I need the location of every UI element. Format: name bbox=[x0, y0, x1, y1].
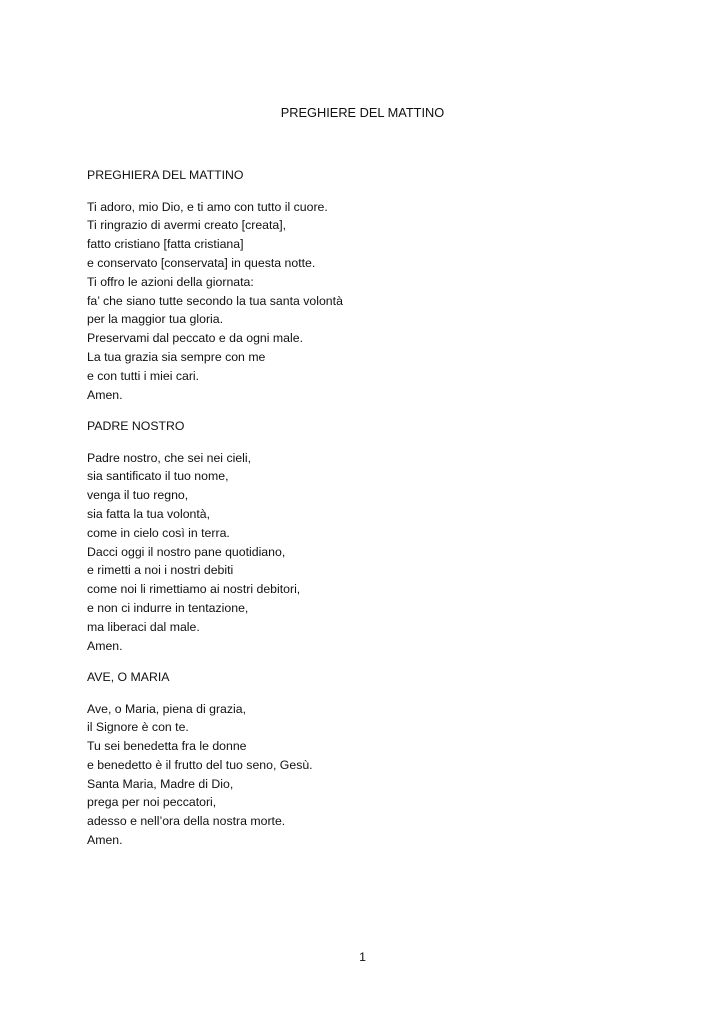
prayer-line: Dacci oggi il nostro pane quotidiano, bbox=[87, 544, 286, 559]
prayer-line: adesso e nell’ora della nostra morte. bbox=[87, 814, 286, 829]
prayer-line: Santa Maria, Madre di Dio, bbox=[87, 776, 234, 791]
document-title: PREGHIERE DEL MATTINO bbox=[280, 105, 445, 120]
prayer-line: e benedetto è il frutto del tuo seno, Gesù. bbox=[87, 757, 313, 772]
prayer-line: Padre nostro, che sei nei cieli, bbox=[87, 450, 252, 465]
prayer-line: il Signore è con te. bbox=[87, 720, 189, 735]
section-preghiera-del-mattino bbox=[87, 166, 647, 404]
prayer-line: Preservami dal peccato e da ogni male. bbox=[87, 331, 303, 346]
prayer-line: Ti adoro, mio Dio, e ti amo con tutto il cuore. bbox=[87, 199, 328, 214]
section-heading: PADRE NOSTRO bbox=[87, 418, 185, 433]
prayer-line: La tua grazia sia sempre con me bbox=[87, 349, 266, 364]
prayer-line: Ti ringrazio di avermi creato [creata], bbox=[87, 218, 287, 233]
prayer-line: Amen. bbox=[87, 387, 123, 402]
section-ave-maria bbox=[87, 668, 647, 850]
prayer-line: prega per noi peccatori, bbox=[87, 795, 217, 810]
prayer-line: per la maggior tua gloria. bbox=[87, 312, 224, 327]
prayer-line: e conservato [conservata] in questa notte. bbox=[87, 255, 316, 270]
section-padre-nostro bbox=[87, 417, 647, 655]
prayer-line: sia santificato il tuo nome, bbox=[87, 469, 229, 484]
section-heading: PREGHIERA DEL MATTINO bbox=[87, 168, 244, 182]
prayer-line: Tu sei benedetta fra le donne bbox=[87, 739, 247, 754]
prayer-line: Amen. bbox=[87, 638, 123, 653]
prayer-line: Amen. bbox=[87, 833, 123, 848]
prayer-text bbox=[87, 198, 647, 405]
prayer-line: fa’ che siano tutte secondo la tua santa volontà bbox=[87, 293, 343, 308]
prayer-text bbox=[87, 700, 647, 850]
prayer-line: fatto cristiano [fatta cristiana] bbox=[87, 237, 244, 252]
section-heading: AVE, O MARIA bbox=[87, 669, 170, 684]
prayer-text bbox=[87, 449, 647, 656]
prayer-line: come noi li rimettiamo ai nostri debitori, bbox=[87, 582, 301, 597]
page-number: 1 bbox=[359, 950, 366, 964]
prayer-line: sia fatta la tua volontà, bbox=[87, 506, 211, 521]
prayer-line: come in cielo così in terra. bbox=[87, 525, 230, 540]
prayer-line: Ave, o Maria, piena di grazia, bbox=[87, 701, 247, 716]
prayer-line: e non ci indurre in tentazione, bbox=[87, 600, 249, 615]
prayer-line: ma liberaci dal male. bbox=[87, 619, 200, 634]
prayer-line: venga il tuo regno, bbox=[87, 488, 189, 503]
prayer-line: Ti offro le azioni della giornata: bbox=[87, 274, 254, 289]
prayer-line: e rimetti a noi i nostri debiti bbox=[87, 563, 234, 578]
prayer-line: e con tutti i miei cari. bbox=[87, 368, 200, 383]
document-body bbox=[87, 166, 647, 850]
